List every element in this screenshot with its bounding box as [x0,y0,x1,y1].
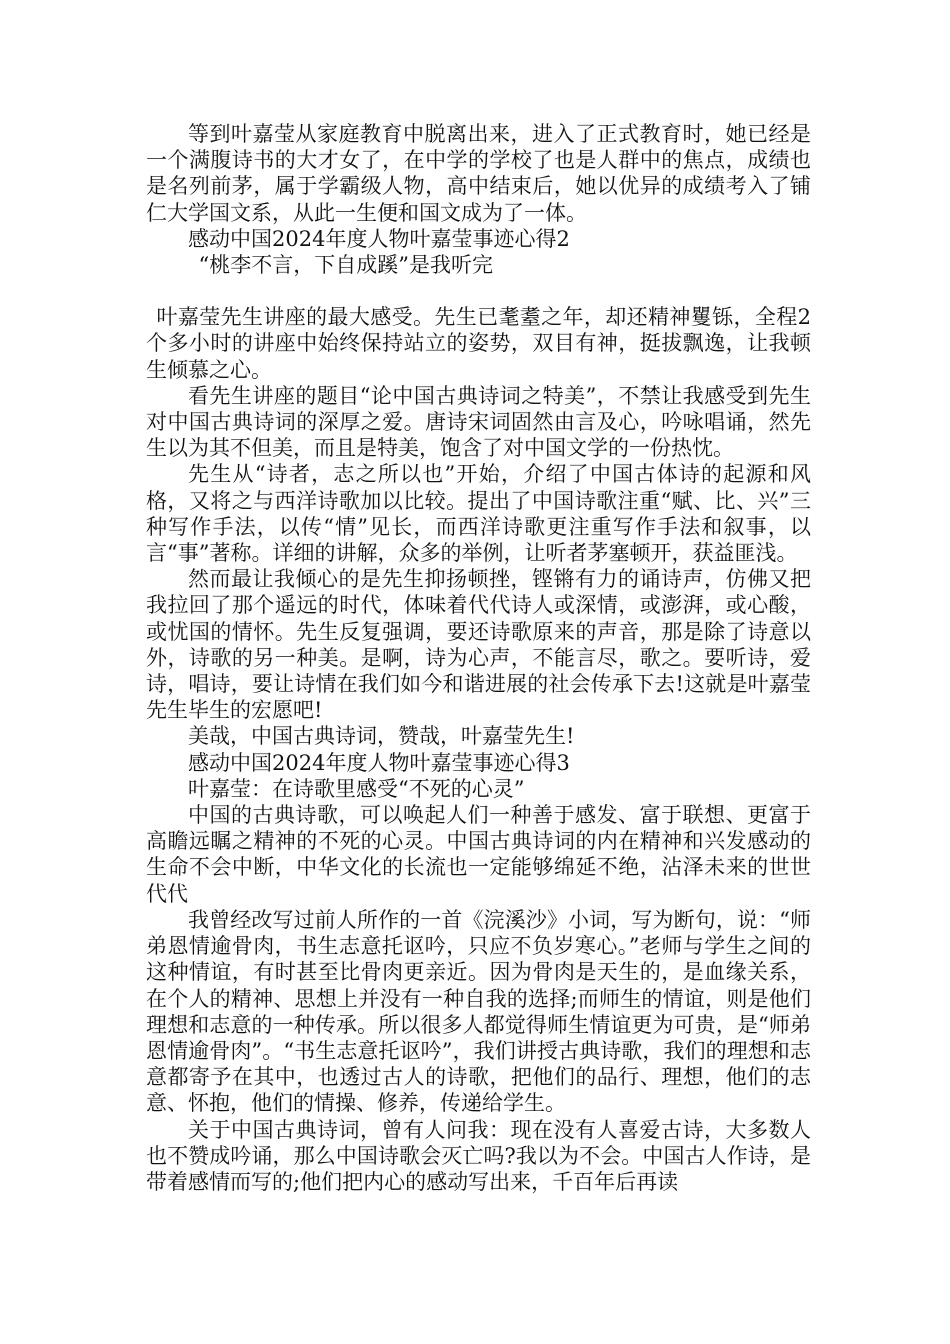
paragraph: 看先生讲座的题目“论中国古典诗词之特美”，不禁让我感受到先生对中国古典诗词的深厚之爱。唐诗宋词固然由言及心，吟咏唱诵，然先生以为其不但美，而且是特美，饱含了对中国文学的一份热忱。 [146,383,811,461]
section-subtitle: 叶嘉莹：在诗歌里感受“不死的心灵” [188,776,525,801]
paragraph: 等到叶嘉莹从家庭教育中脱离出来，进入了正式教育时，她已经是一个满腹诗书的大才女了，在中学的学校了也是人群中的焦点，成绩也是名列前茅，属于学霸级人物，高中结束后，她以优异的成绩考入了铺仁大学国文系，从此一生便和国文成为了一体。 [146,122,811,225]
document-body [146,121,811,1195]
paragraph: 中国的古典诗歌，可以唤起人们一种善于感发、富于联想、更富于高瞻远瞩之精神的不死的心灵。中国古典诗词的内在精神和兴发感动的生命不会中断，中华文化的长流也一定能够绵延不绝，沾泽未来的世世代代 [146,803,811,906]
paragraph: 我曾经改写过前人所作的一首《浣溪沙》小词，写为断句，说：“师弟恩情逾骨肉，书生志意托讴吟，只应不负岁寒心。”老师与学生之间的这种情谊，有时甚至比骨肉更亲近。因为骨肉是天生的，是血缘关系，在个人的精神、思想上并没有一种自我的选择;而师生的情谊，则是他们理想和志意的一种传承。所以很多人都觉得师生情谊更为可贵，是“师弟恩情逾骨肉”。“书生志意托讴吟”，我们讲授古典诗歌，我们的理想和志意都寄予在其中，也透过古人的诗歌，把他们的品行、理想，他们的志意、怀抱，他们的情操、修养，传递给学生。 [146,907,811,1116]
section-heading: 感动中国2024年度人物叶嘉莹事迹心得2 [188,226,570,251]
section-heading: 感动中国2024年度人物叶嘉莹事迹心得3 [188,750,570,775]
paragraph: 美哉，中国古典诗词，赞哉，叶嘉莹先生! [188,724,575,749]
paragraph: 关于中国古典诗词，曾有人问我：现在没有人喜爱古诗，大多数人也不赞成吟诵，那么中国诗歌会灭亡吗?我以为不会。中国古人作诗，是带着感情而写的;他们把内心的感动写出来，千百年后再读 [146,1117,811,1194]
paragraph: 然而最让我倾心的是先生抑扬顿挫，铿锵有力的诵诗声，仿佛又把我拉回了那个遥远的时代，体味着代代诗人或深情，或澎湃，或心酸，或忧国的情怀。先生反复强调，要还诗歌原来的声音，那是除了诗意以外，诗歌的另一种美。是啊，诗为心声，不能言尽，歌之。要听诗，爱诗，唱诗，要让诗情在我们如今和谐进展的社会传承下去!这就是叶嘉莹先生毕生的宏愿吧! [146,567,811,723]
paragraph: 叶嘉莹先生讲座的最大感受。先生已耄耋之年，却还精神矍铄，全程2个多小时的讲座中始终保持站立的姿势，双目有神，挺拔飘逸，让我顿生倾慕之心。 [146,305,811,382]
blank-line [146,278,811,304]
paragraph: “桃李不言，下自成蹊”是我听完 [198,253,493,278]
paragraph: 先生从“诗者，志之所以也”开始，介绍了中国古体诗的起源和风格，又将之与西洋诗歌加以比较。提出了中国诗歌注重“赋、比、兴”三种写作手法，以传“情”见长，而西洋诗歌更注重写作手法和叙事，以言“事”著称。详细的讲解，众多的举例，让听者茅塞顿开，获益匪浅。 [146,462,811,566]
